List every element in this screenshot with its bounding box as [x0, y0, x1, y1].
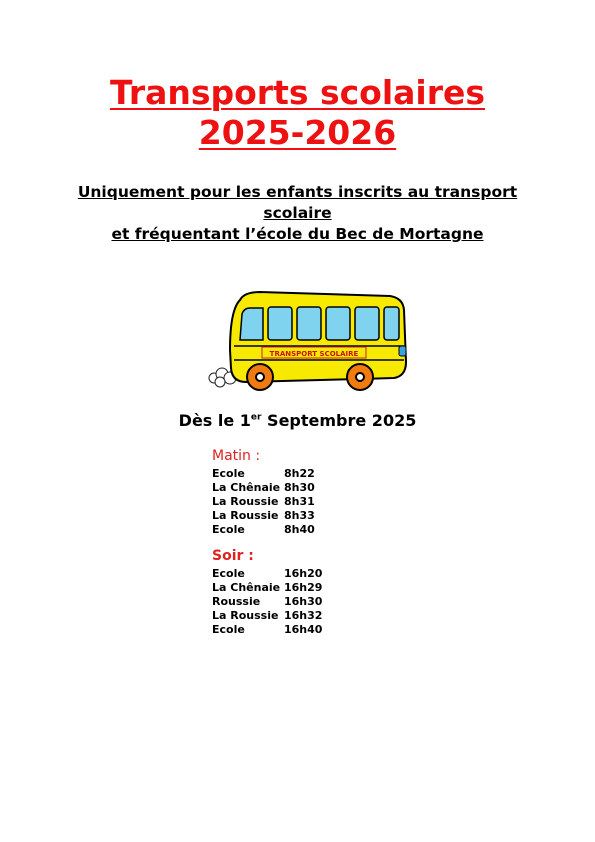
- schedule-row: La Roussie 8h33: [212, 509, 315, 522]
- subtitle-line2: et fréquentant l’école du Bec de Mortagne: [111, 225, 484, 243]
- schedule-row: Roussie 16h30: [212, 595, 323, 608]
- schedule-row: La Chênaie 16h29: [212, 581, 323, 594]
- page-title-line2: 2025-2026: [198, 113, 397, 152]
- page-title-line1: Transports scolaires: [109, 73, 486, 112]
- start-date: Dès le 1er Septembre 2025: [178, 411, 417, 430]
- morning-title: Matin :: [212, 448, 261, 464]
- schedule-row: La Chênaie 8h30: [212, 481, 315, 494]
- svg-text:TRANSPORT SCOLAIRE: TRANSPORT SCOLAIRE: [269, 350, 359, 358]
- schedule-row: La Roussie 8h31: [212, 495, 315, 508]
- schedule-row: Ecole 8h22: [212, 467, 315, 480]
- schedule-row: Ecole 8h40: [212, 523, 315, 536]
- evening-schedule: [212, 548, 412, 637]
- schedule-row: Ecole 16h40: [212, 623, 323, 636]
- school-bus-icon: [200, 290, 410, 398]
- schedule-row: La Roussie 16h32: [212, 609, 323, 622]
- evening-title: Soir :: [212, 548, 254, 564]
- schedule-row: Ecole 16h20: [212, 567, 323, 580]
- morning-schedule: [212, 448, 412, 537]
- subtitle-line1: Uniquement pour les enfants inscrits au transport scolaire: [77, 183, 518, 222]
